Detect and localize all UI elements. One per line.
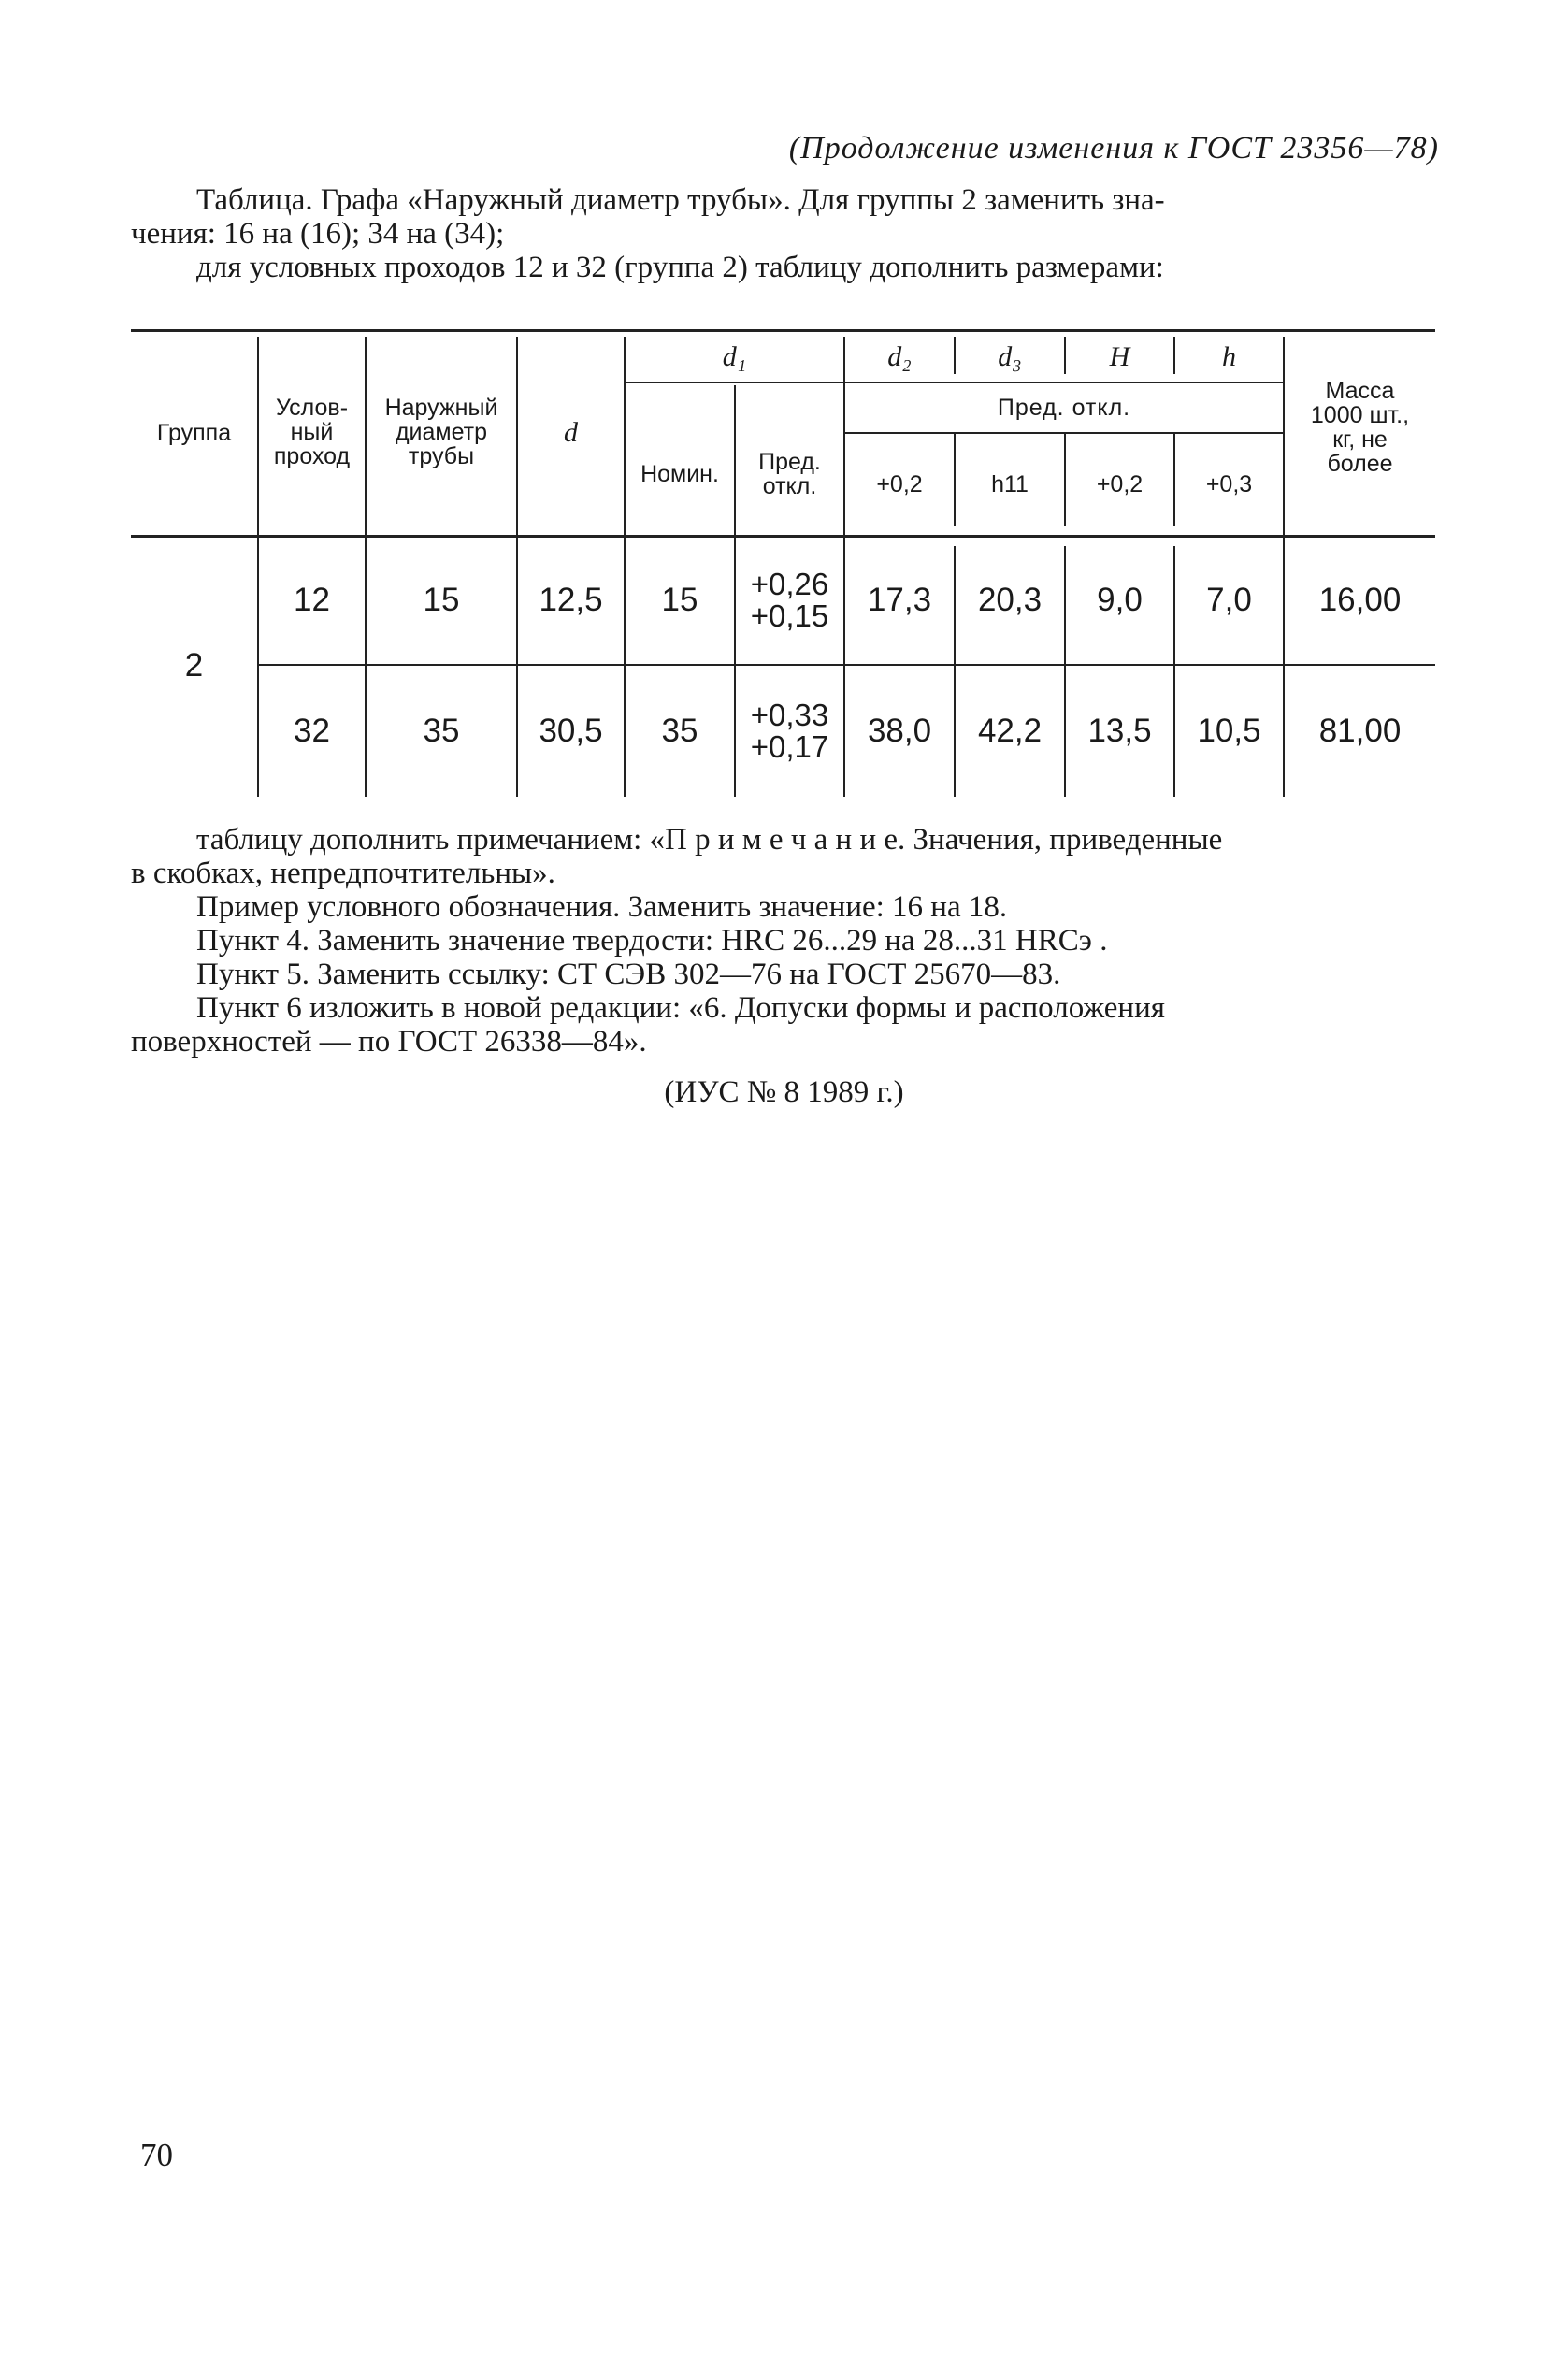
- header-outer-diameter: [367, 367, 516, 497]
- row1-d1-tol-upper: +0,26: [750, 567, 829, 601]
- row2-mass: 81,00: [1318, 713, 1402, 749]
- notes-line-4: Пункт 4. Заменить значение твердости: HRC 26...29 на 28...31 HRCэ .: [196, 924, 1108, 958]
- intro-line-3: для условных проходов 12 и 32 (группа 2) таблицу дополнить размерами:: [196, 251, 1164, 284]
- row2-d1-tol-upper: +0,33: [750, 698, 829, 732]
- header-mass: [1285, 357, 1435, 497]
- intro-paragraph: [131, 183, 1435, 284]
- header-mass-2: 1000 шт.,: [1310, 402, 1410, 428]
- header-tol-d2: +0,2: [876, 471, 923, 497]
- row2-H: 13,5: [1087, 713, 1152, 749]
- header-d1-tol-2: откл.: [762, 473, 817, 499]
- header-d1: d₁: [722, 341, 747, 372]
- header-d: d: [564, 417, 578, 448]
- grid-line: [624, 382, 843, 383]
- header-nominal-pass-2: ный: [290, 419, 334, 445]
- header-d1-nomin: Номин.: [640, 461, 719, 487]
- notes-line-3: Пример условного обозначения. Заменить значение: 16 на 18.: [196, 890, 1008, 924]
- notes-line-7: поверхностей — по ГОСТ 26338—84».: [131, 1025, 647, 1059]
- row2-d2: 38,0: [867, 713, 932, 749]
- table-top-rule: [131, 329, 1435, 332]
- notes-line-5: Пункт 5. Заменить ссылку: СТ СЭВ 302—76 на ГОСТ 25670—83.: [196, 958, 1061, 991]
- row1-h: 7,0: [1206, 582, 1252, 618]
- header-h: h: [1222, 341, 1236, 372]
- header-tol-h: +0,3: [1205, 471, 1253, 497]
- header-mass-4: более: [1327, 451, 1393, 477]
- notes-line-1: таблицу дополнить примечанием: «П р и м е ч а н и е. Значения, приведенные: [196, 823, 1223, 857]
- row2-d: 30,5: [539, 713, 603, 749]
- header-tol-d3: h11: [991, 471, 1029, 497]
- header-tol-span: Пред. откл.: [997, 395, 1131, 421]
- row1-d: 12,5: [539, 582, 603, 618]
- header-nominal-pass-1: Услов-: [275, 395, 349, 421]
- row-separator: [257, 664, 1435, 666]
- intro-line-2: чения: 16 на (16); 34 на (34);: [131, 217, 505, 251]
- header-nominal-pass: [259, 367, 365, 497]
- row2-d1-nom: 35: [661, 713, 698, 749]
- row1-d2: 17,3: [867, 582, 932, 618]
- row2-d3: 42,2: [977, 713, 1043, 749]
- table-header-rule: [131, 535, 1435, 538]
- row1-mass: 16,00: [1318, 582, 1402, 618]
- header-d1-tol: [736, 423, 843, 526]
- header-nominal-pass-3: проход: [273, 443, 351, 469]
- header-group: Группа: [156, 420, 232, 446]
- row1-H: 9,0: [1097, 582, 1143, 618]
- header-outer-diameter-2: диаметр: [395, 419, 488, 445]
- page-number: 70: [140, 2137, 173, 2173]
- header-d1-tol-1: Пред.: [758, 449, 821, 475]
- page-heading: (Продолжение изменения к ГОСТ 23356—78): [788, 131, 1439, 166]
- notes-line-2: в скобках, непредпочтительны».: [131, 857, 555, 890]
- intro-line-1: Таблица. Графа «Наружный диаметр трубы». Для группы 2 заменить зна-: [196, 183, 1165, 217]
- header-outer-diameter-3: трубы: [408, 443, 475, 469]
- row2-pass: 32: [294, 713, 330, 749]
- notes-line-6: Пункт 6 изложить в новой редакции: «6. Допуски формы и расположения: [196, 991, 1165, 1025]
- header-tol-H: +0,2: [1096, 471, 1144, 497]
- header-H: H: [1109, 341, 1130, 372]
- header-mass-1: Масса: [1325, 378, 1395, 404]
- row2-outer: 35: [423, 713, 460, 749]
- header-d2: d₂: [887, 341, 912, 372]
- group-value: 2: [184, 647, 204, 684]
- dimensions-table: [131, 329, 1435, 797]
- header-d3: d₃: [998, 341, 1022, 372]
- header-mass-3: кг, не: [1332, 426, 1388, 453]
- row1-d1-tol-lower: +0,15: [750, 598, 829, 633]
- notes-paragraph: [131, 823, 1435, 1059]
- row1-d1-nom: 15: [661, 582, 698, 618]
- row1-d3: 20,3: [977, 582, 1043, 618]
- row1-d1-tol: [736, 554, 843, 647]
- row2-h: 10,5: [1197, 713, 1261, 749]
- row2-d1-tol-lower: +0,17: [750, 729, 829, 764]
- row2-d1-tol: [736, 685, 843, 778]
- row1-outer: 15: [423, 582, 460, 618]
- ius-reference: (ИУС № 8 1989 г.): [664, 1075, 904, 1109]
- row1-pass: 12: [294, 582, 330, 618]
- header-outer-diameter-1: Наружный: [384, 395, 498, 421]
